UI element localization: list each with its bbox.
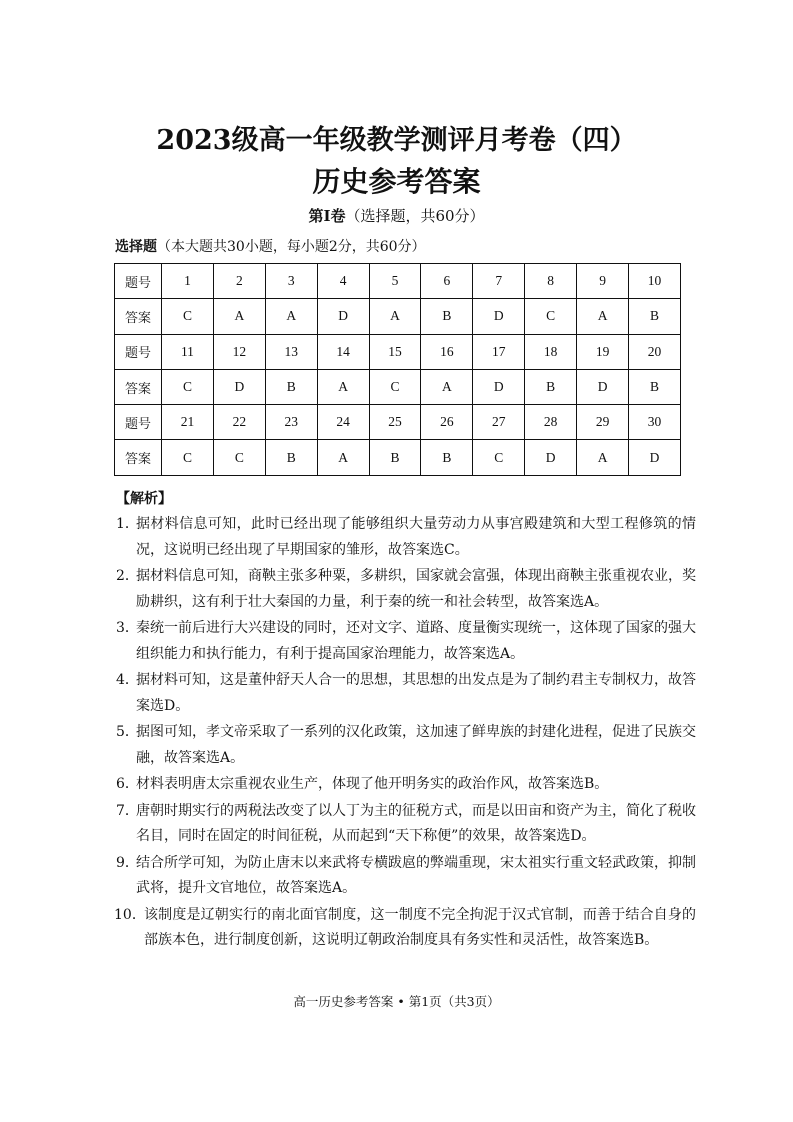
table-cell: 10 (629, 264, 681, 299)
table-cell: A (317, 369, 369, 404)
table-cell: A (577, 440, 629, 475)
table-cell: C (162, 369, 214, 404)
item-number: 9． (116, 854, 139, 871)
table-cell: 17 (473, 334, 525, 369)
table-cell: C (213, 440, 265, 475)
page-footer: 高一历史参考答案 • 第1页（共3页） (293, 994, 500, 1009)
analysis-item (116, 772, 696, 798)
row-header: 题号 (115, 264, 162, 299)
table-cell: C (162, 440, 214, 475)
item-text: 据材料信息可知，商鞅主张多种粟，多耕织，国家就会富强，体现出商鞅主张重视农业，奖励耕织，这有利于壮大秦国的力量，利于秦的统一和社会转型，故答案选A。 (136, 568, 696, 610)
row-header: 题号 (115, 334, 162, 369)
row-header: 答案 (115, 299, 162, 334)
answer-table (114, 263, 681, 476)
table-cell: 26 (421, 405, 473, 440)
table-cell: 7 (473, 264, 525, 299)
table-cell: B (525, 369, 577, 404)
table-cell: D (317, 299, 369, 334)
item-text: 唐朝时期实行的两税法改变了以人丁为主的征税方式，而是以田亩和资产为主，简化了税收名目，同时在固定的时间征税，从而起到“天下称便”的效果，故答案选D。 (136, 802, 696, 844)
section-label: 选择题 (115, 239, 157, 255)
table-cell: 16 (421, 334, 473, 369)
item-text: 秦统一前后进行大兴建设的同时，还对文字、道路、度量衡实现统一，这体现了国家的强大组织能力和执行能力，有利于提高国家治理能力，故答案选A。 (136, 620, 696, 662)
item-number: 1． (116, 516, 139, 532)
part-label: 第Ⅰ卷 (308, 207, 346, 225)
table-cell: D (629, 440, 681, 475)
item-text: 据材料可知，这是董仲舒天人合一的思想，其思想的出发点是为了制约君主专制权力，故答案选D。 (136, 672, 696, 714)
item-text: 据图可知，孝文帝采取了一系列的汉化政策，这加速了鲜卑族的封建化进程，促进了民族交融，故答案选A。 (136, 724, 696, 766)
table-cell: A (213, 299, 265, 334)
table-cell: B (265, 440, 317, 475)
table-cell: A (369, 299, 421, 334)
section-heading (115, 236, 426, 256)
analysis-item (116, 616, 696, 667)
table-cell: B (629, 369, 681, 404)
table-cell: 14 (317, 334, 369, 369)
table-cell: 29 (577, 405, 629, 440)
table-cell: C (473, 440, 525, 475)
table-cell: A (265, 299, 317, 334)
table-cell: 6 (421, 264, 473, 299)
item-text: 结合所学可知，为防止唐末以来武将专横跋扈的弊端重现，宋太祖实行重文轻武政策，抑制武将，提升文官地位，故答案选A。 (136, 854, 696, 896)
item-number: 7． (116, 802, 139, 819)
table-row (115, 440, 681, 475)
table-cell: 22 (213, 405, 265, 440)
table-cell: 8 (525, 264, 577, 299)
analysis-title: 【解析】 (116, 491, 172, 507)
row-header: 答案 (115, 369, 162, 404)
table-cell: D (525, 440, 577, 475)
exam-title: 2023级高一年级教学测评月考卷（四） (156, 125, 637, 156)
table-cell: C (369, 369, 421, 404)
table-cell: 9 (577, 264, 629, 299)
item-number: 5． (116, 724, 139, 740)
table-cell: C (162, 299, 214, 334)
table-row (115, 264, 681, 299)
part-note: （选择题，共60分） (345, 207, 485, 225)
analysis-item (116, 668, 696, 719)
table-cell: D (213, 369, 265, 404)
item-text: 据材料信息可知，此时已经出现了能够组织大量劳动力从事宫殿建筑和大型工程修筑的情况，这说明已经出现了早期国家的雏形，故答案选C。 (136, 516, 696, 558)
table-cell: 20 (629, 334, 681, 369)
item-text: 该制度是辽朝实行的南北面官制度，这一制度不完全拘泥于汉式官制，而善于结合自身的部族本色，进行制度创新，这说明辽朝政治制度具有务实性和灵活性，故答案选B。 (144, 906, 696, 948)
table-cell: 1 (162, 264, 214, 299)
item-number: 2． (116, 568, 139, 584)
table-cell: A (421, 369, 473, 404)
table-cell: 11 (162, 334, 214, 369)
table-cell: 21 (162, 405, 214, 440)
table-cell: C (525, 299, 577, 334)
table-cell: B (421, 299, 473, 334)
analysis-list (116, 512, 696, 955)
table-cell: 24 (317, 405, 369, 440)
table-cell: 28 (525, 405, 577, 440)
item-number: 4． (116, 672, 139, 688)
part-heading (0, 205, 793, 226)
table-row (115, 334, 681, 369)
table-row (115, 369, 681, 404)
table-cell: D (473, 369, 525, 404)
table-row (115, 405, 681, 440)
row-header: 题号 (115, 405, 162, 440)
analysis-item (116, 512, 696, 563)
table-cell: 25 (369, 405, 421, 440)
table-cell: 15 (369, 334, 421, 369)
table-cell: D (473, 299, 525, 334)
analysis-item (116, 799, 696, 850)
section-note: （本大题共30小题，每小题2分，共60分） (157, 239, 426, 255)
exam-subtitle: 历史参考答案 (312, 165, 481, 198)
table-cell: 30 (629, 405, 681, 440)
item-text: 材料表明唐太宗重视农业生产，体现了他开明务实的政治作风，故答案选B。 (136, 776, 609, 792)
table-cell: B (265, 369, 317, 404)
table-cell: 4 (317, 264, 369, 299)
table-cell: A (577, 299, 629, 334)
table-cell: D (577, 369, 629, 404)
table-cell: 12 (213, 334, 265, 369)
row-header: 答案 (115, 440, 162, 475)
table-cell: B (629, 299, 681, 334)
table-cell: 3 (265, 264, 317, 299)
analysis-item (116, 720, 696, 771)
analysis-item (116, 903, 696, 954)
table-cell: 2 (213, 264, 265, 299)
item-number: 10． (114, 906, 146, 923)
table-cell: A (317, 440, 369, 475)
table-cell: 19 (577, 334, 629, 369)
table-cell: 27 (473, 405, 525, 440)
item-number: 3． (116, 620, 139, 636)
table-cell: 13 (265, 334, 317, 369)
table-cell: 23 (265, 405, 317, 440)
analysis-item (116, 851, 696, 902)
table-cell: 18 (525, 334, 577, 369)
table-cell: B (369, 440, 421, 475)
item-number: 6． (116, 776, 139, 792)
analysis-item (116, 564, 696, 615)
table-cell: B (421, 440, 473, 475)
table-row (115, 299, 681, 334)
table-cell: 5 (369, 264, 421, 299)
